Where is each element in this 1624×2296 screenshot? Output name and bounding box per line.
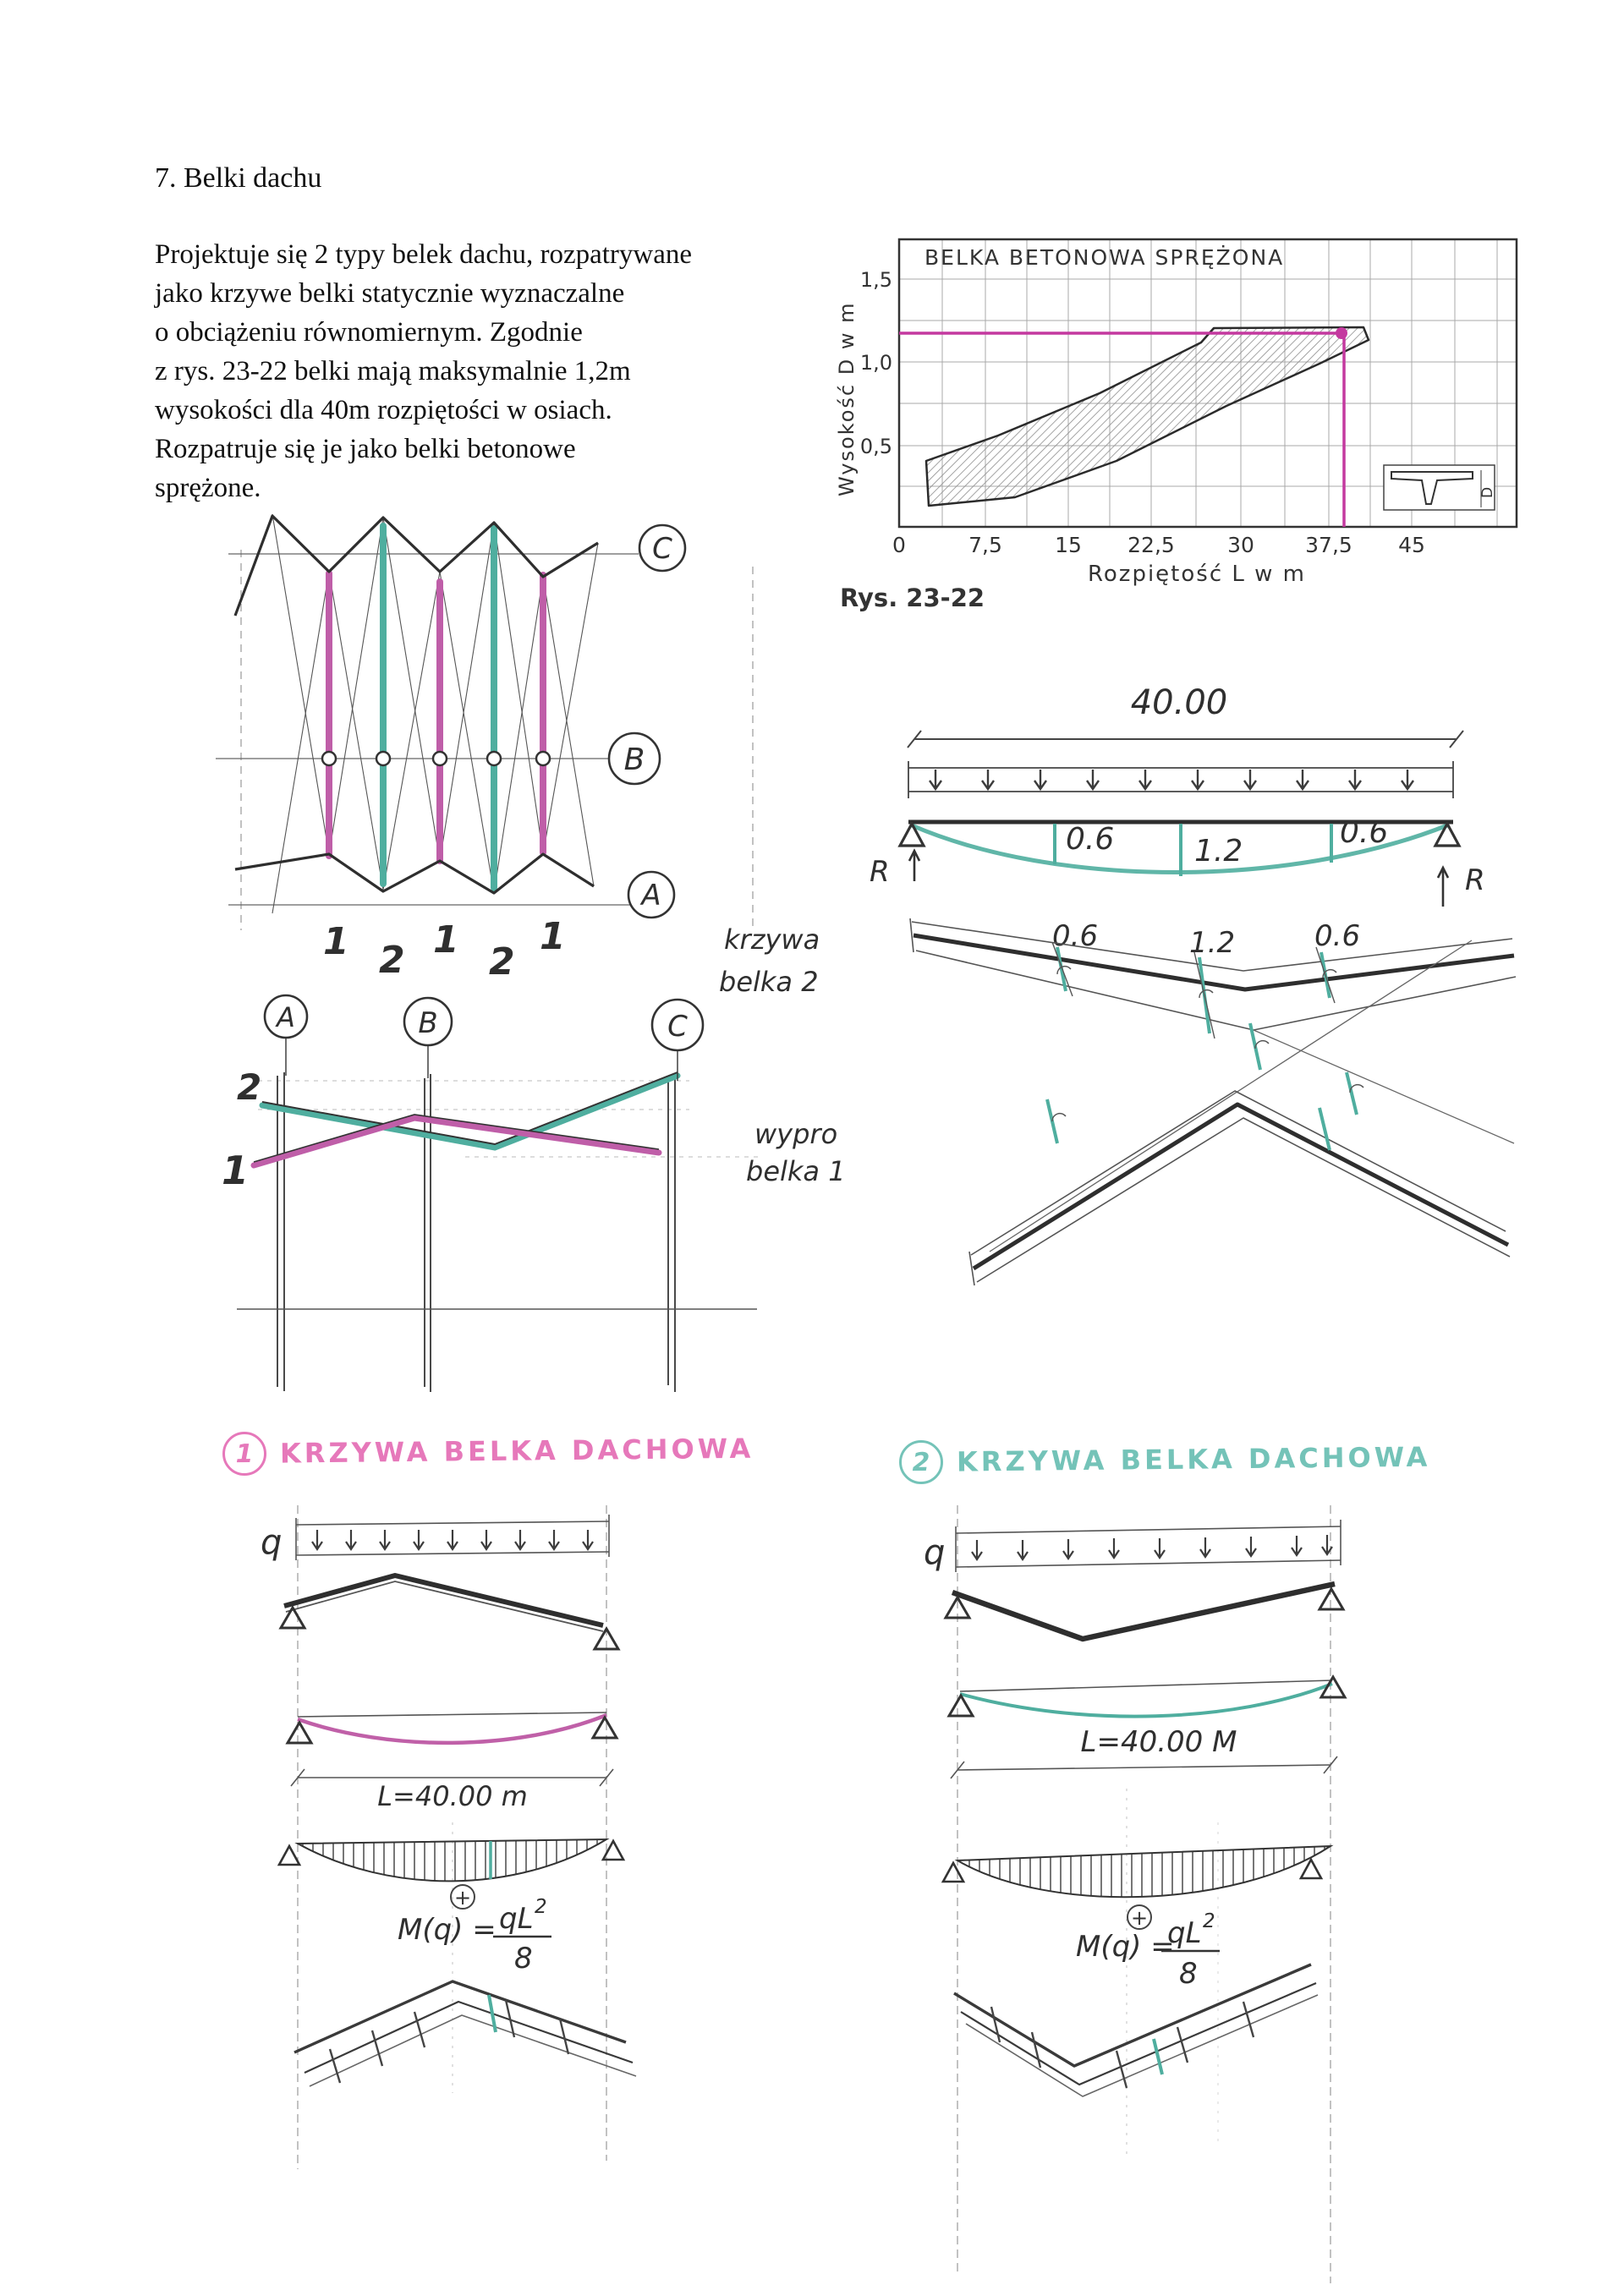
elevation-axis-b: B bbox=[418, 1006, 438, 1040]
chart-title: BELKA BETONOWA SPRĘŻONA bbox=[924, 245, 1285, 270]
section1-heading bbox=[222, 1427, 754, 1477]
figure-chart-rys-23-22 bbox=[833, 216, 1522, 613]
x-tick-15: 15 bbox=[1055, 533, 1082, 557]
section2-load-band bbox=[956, 1520, 1341, 1572]
chart-highlight-point bbox=[1336, 327, 1347, 339]
section2-load-arrows bbox=[972, 1535, 1332, 1559]
roof-plan-sketch bbox=[211, 490, 787, 981]
x-tick-37_5: 37,5 bbox=[1305, 533, 1352, 557]
formula-denominator: 8 bbox=[514, 1942, 533, 1975]
formula-exponent: 2 bbox=[535, 1896, 547, 1918]
plan-axis-lines bbox=[216, 554, 639, 905]
plan-axis-a: A bbox=[641, 879, 661, 912]
reaction-right-label: R bbox=[1465, 863, 1485, 897]
section2-3d-sketch bbox=[954, 1964, 1318, 2096]
section1-title: KRZYWA BELKA DACHOWA bbox=[279, 1432, 754, 1470]
section1-sketches bbox=[237, 1501, 694, 2178]
chart-y-axis-label: Wysokość D w m bbox=[835, 301, 859, 496]
span-dimension-label: 40.00 bbox=[1130, 683, 1228, 722]
elevation-label-1: 1 bbox=[222, 1148, 250, 1193]
section2-deflection-curve bbox=[960, 1684, 1332, 1717]
x-tick-22_5: 22,5 bbox=[1127, 533, 1175, 557]
chart-band bbox=[926, 327, 1369, 506]
plan-axis-bubbles bbox=[609, 525, 685, 918]
plan-num-1b: 1 bbox=[433, 918, 459, 962]
reaction-left-label: R bbox=[870, 855, 890, 889]
x-tick-7_5: 7,5 bbox=[968, 533, 1002, 557]
load-arrows bbox=[930, 770, 1413, 789]
section1-beam-profile bbox=[284, 1575, 603, 1625]
section1-number-badge: 1 bbox=[222, 1432, 267, 1477]
plan-axis-c: C bbox=[652, 532, 672, 566]
x-tick-45: 45 bbox=[1398, 533, 1425, 557]
intro-paragraph bbox=[155, 235, 823, 507]
profile-beam2-caption-2: belka 2 bbox=[719, 966, 819, 998]
profile-depth-ticks bbox=[1047, 947, 1357, 1150]
formula-numerator: qL bbox=[1167, 1916, 1202, 1950]
paragraph-line: Projektuje się 2 typy belek dachu, rozpatrywane bbox=[155, 239, 693, 270]
section1-moment-formula bbox=[398, 1896, 551, 1975]
formula-lhs: M(q) = bbox=[1076, 1930, 1175, 1964]
x-tick-0: 0 bbox=[892, 533, 906, 557]
elevation-axis-bubbles bbox=[265, 995, 703, 1081]
profile-depth-left: 0.6 bbox=[1052, 919, 1099, 953]
paragraph-line: jako krzywe belki statycznie wyznaczalne bbox=[155, 278, 625, 309]
formula-denominator: 8 bbox=[1179, 1957, 1198, 1991]
elevation-beam-2 bbox=[262, 1076, 678, 1148]
section2-span-dim bbox=[951, 1756, 1337, 1778]
formula-exponent: 2 bbox=[1203, 1910, 1215, 1932]
beam-profiles-sketch bbox=[710, 896, 1522, 1294]
section1-moment-diagram bbox=[298, 1839, 606, 1881]
section1-load-label: q bbox=[261, 1523, 283, 1562]
section2-moment-sign: + bbox=[1130, 1906, 1149, 1930]
dimension-line bbox=[908, 731, 1463, 748]
section1-chord-line bbox=[298, 1712, 606, 1717]
profile-depth-right: 0.6 bbox=[1314, 919, 1361, 953]
section2-title: KRZYWA BELKA DACHOWA bbox=[956, 1440, 1431, 1478]
elevation-beam-2-pencil bbox=[262, 1072, 678, 1144]
load-span-diagram bbox=[863, 660, 1539, 922]
profile-depth-mid: 1.2 bbox=[1189, 926, 1236, 960]
plan-axis-b: B bbox=[623, 743, 645, 777]
chart-x-axis-label: Rozpiętość L w m bbox=[1088, 562, 1306, 587]
formula-numerator: qL bbox=[499, 1902, 534, 1936]
section2-chord-line bbox=[960, 1680, 1332, 1691]
section2-heading bbox=[899, 1435, 1431, 1485]
paragraph-line: sprężone. bbox=[155, 473, 261, 503]
elevation-sketch bbox=[211, 981, 787, 1421]
t-section-inset bbox=[1384, 465, 1496, 510]
plan-num-2b: 2 bbox=[489, 940, 515, 981]
depth-0.6-left: 0.6 bbox=[1066, 822, 1115, 857]
x-tick-30: 30 bbox=[1227, 533, 1254, 557]
profile-beam2-caption-1: krzywa bbox=[724, 923, 820, 956]
paragraph-line: Rozpatruje się je jako belki betonowe bbox=[155, 434, 576, 464]
y-tick-0_5: 0,5 bbox=[859, 435, 892, 458]
section1-beam-supports bbox=[281, 1608, 618, 1649]
elevation-axis-a: A bbox=[277, 1001, 295, 1033]
section1-deflection-curve bbox=[298, 1715, 606, 1743]
section1-moment-sign: + bbox=[453, 1886, 472, 1910]
depth-0.6-right: 0.6 bbox=[1340, 815, 1389, 850]
profile-beam1-caption-2: belka 1 bbox=[746, 1155, 846, 1187]
profile-beam1-caption-1: wypro bbox=[754, 1118, 838, 1150]
section2-deflection-supports bbox=[949, 1677, 1345, 1716]
section2-load-label: q bbox=[924, 1533, 946, 1572]
plan-num-2a: 2 bbox=[379, 939, 405, 981]
y-tick-1_0: 1,0 bbox=[859, 351, 892, 375]
uniform-load-band bbox=[908, 761, 1453, 798]
paragraph-line: wysokości dla 40m rozpiętości w osiach. bbox=[155, 395, 612, 425]
plan-num-1c: 1 bbox=[540, 915, 566, 958]
y-tick-1_5: 1,5 bbox=[859, 268, 892, 292]
paragraph-line: z rys. 23-22 belki mają maksymalnie 1,2m bbox=[155, 356, 631, 386]
plan-beams bbox=[329, 526, 543, 888]
section2-span-label: L=40.00 M bbox=[1080, 1725, 1237, 1759]
depth-1.2: 1.2 bbox=[1194, 834, 1243, 869]
inset-depth-label: D bbox=[1479, 486, 1496, 498]
section1-span-label: L=40.00 m bbox=[377, 1780, 528, 1812]
section1-3d-sketch bbox=[294, 1981, 636, 2086]
elevation-axis-c: C bbox=[667, 1010, 688, 1044]
section2-beam-profile bbox=[952, 1584, 1335, 1639]
plan-num-1a: 1 bbox=[323, 920, 349, 963]
formula-lhs: M(q) = bbox=[398, 1913, 497, 1947]
section2-moment-diagram bbox=[957, 1846, 1330, 1897]
section2-sketches bbox=[914, 1501, 1404, 2288]
section2-number-badge: 2 bbox=[899, 1440, 944, 1485]
elevation-label-2: 2 bbox=[237, 1066, 262, 1108]
page-title: 7. Belki dachu bbox=[155, 162, 322, 194]
paragraph-line: o obciążeniu równomiernym. Zgodnie bbox=[155, 317, 583, 348]
chart-caption: Rys. 23-22 bbox=[840, 584, 985, 612]
section1-load-arrows bbox=[312, 1530, 593, 1549]
